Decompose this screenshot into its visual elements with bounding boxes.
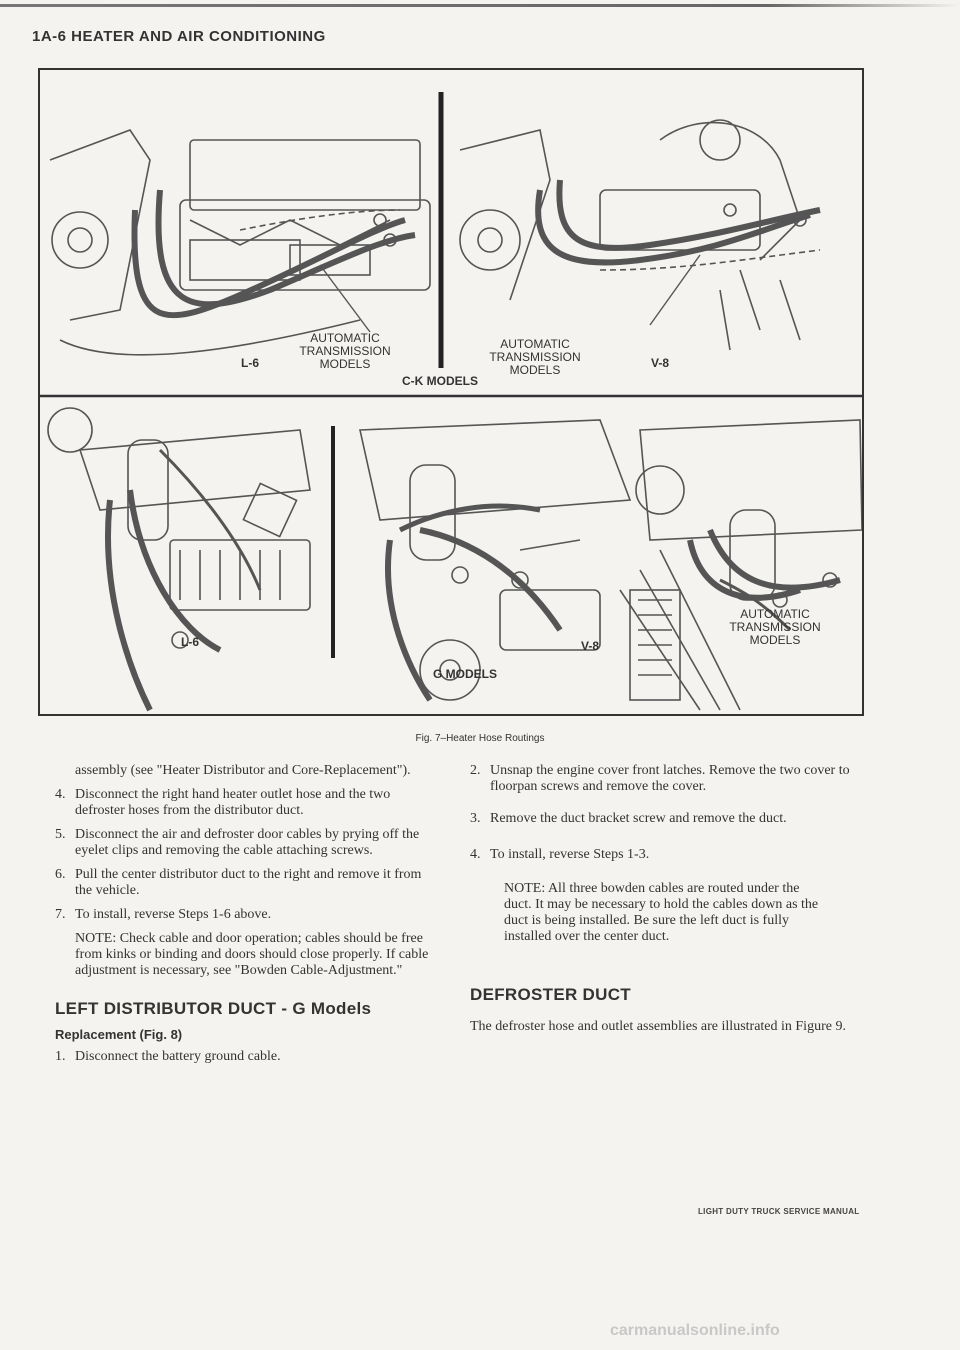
- step-text: To install, reverse Steps 1-3.: [490, 847, 650, 862]
- step-number: 5.: [55, 827, 66, 842]
- step-number: 2.: [470, 763, 481, 778]
- group-label-ck-models: C-K MODELS: [402, 374, 478, 388]
- left-column: [55, 763, 435, 1073]
- defroster-paragraph: The defroster hose and outlet assemblies are illustrated in Figure 9.: [470, 1019, 846, 1034]
- step-6-left: [55, 867, 435, 899]
- step-4-right: [470, 847, 870, 863]
- step-number: 3.: [470, 811, 481, 826]
- step-number: 1.: [55, 1049, 66, 1064]
- callout-automatic-transmission-bottom-right: AUTOMATIC TRANSMISSION MODELS: [729, 607, 821, 647]
- group-label-g-models: G MODELS: [432, 667, 497, 681]
- right-column: [470, 763, 870, 1035]
- figure-caption: Fig. 7–Heater Hose Routings: [415, 733, 545, 744]
- step-2-right: [470, 763, 870, 795]
- step-number: 7.: [55, 907, 66, 922]
- engine-label-v8-top: V-8: [650, 356, 669, 370]
- step-text: To install, reverse Steps 1-6 above.: [75, 907, 272, 922]
- section-title-defroster-duct: DEFROSTER DUCT: [470, 985, 631, 1004]
- step-3-right: [470, 811, 870, 827]
- engine-label-v8-bottom: V-8: [580, 639, 599, 653]
- step-text: Disconnect the air and defroster door cables by prying off the eyelet clips and removing the cable attaching screws.: [75, 827, 420, 858]
- step-text: Unsnap the engine cover front latches. Remove the two cover to floorpan screws and remove the cover.: [490, 763, 850, 794]
- page-header: 1A-6 HEATER AND AIR CONDITIONING: [32, 28, 326, 45]
- top-rule: [0, 4, 960, 7]
- step-text: Remove the duct bracket screw and remove the duct.: [490, 811, 787, 826]
- callout-automatic-transmission-top-right: AUTOMATIC TRANSMISSION MODELS: [489, 337, 581, 377]
- section-title-left-distributor-duct: LEFT DISTRIBUTOR DUCT - G Models: [55, 999, 372, 1018]
- step-text: Pull the center distributor duct to the right and remove it from the vehicle.: [75, 867, 422, 898]
- figure-heater-hose-routings: [38, 68, 864, 716]
- step-4-left: [55, 787, 435, 819]
- subsection-replacement: Replacement (Fig. 8): [55, 1027, 183, 1042]
- engine-label-l6-top: L-6: [241, 356, 259, 370]
- engine-label-l6-bottom: L-6: [181, 635, 199, 649]
- step-1-left: [55, 1049, 435, 1065]
- watermark: carmanualsonline.info: [610, 1322, 780, 1339]
- step-number: 4.: [55, 787, 66, 802]
- step-number: 4.: [470, 847, 481, 862]
- step-text: Disconnect the right hand heater outlet hose and the two defroster hoses from the distributor duct.: [75, 787, 391, 818]
- note-cable-operation: NOTE: Check cable and door operation; cables should be free from kinks or binding and doors should close properly. If cable adjustment is necessary, see "Bowden Cable-Adjustment.": [75, 931, 429, 978]
- intro-paragraph: assembly (see "Heater Distributor and Core-Replacement").: [75, 763, 411, 778]
- step-7-left: [55, 907, 435, 923]
- callout-automatic-transmission-top-left: AUTOMATIC TRANSMISSION MODELS: [299, 331, 391, 371]
- step-number: 6.: [55, 867, 66, 882]
- page-footer: LIGHT DUTY TRUCK SERVICE MANUAL: [698, 1207, 860, 1216]
- note-bowden-cables: NOTE: All three bowden cables are routed under the duct. It may be necessary to hold the cables down as the duct is being installed. Be sure the left duct is fully installed over the center duct.: [504, 881, 819, 944]
- step-5-left: [55, 827, 435, 859]
- step-text: Disconnect the battery ground cable.: [75, 1049, 281, 1064]
